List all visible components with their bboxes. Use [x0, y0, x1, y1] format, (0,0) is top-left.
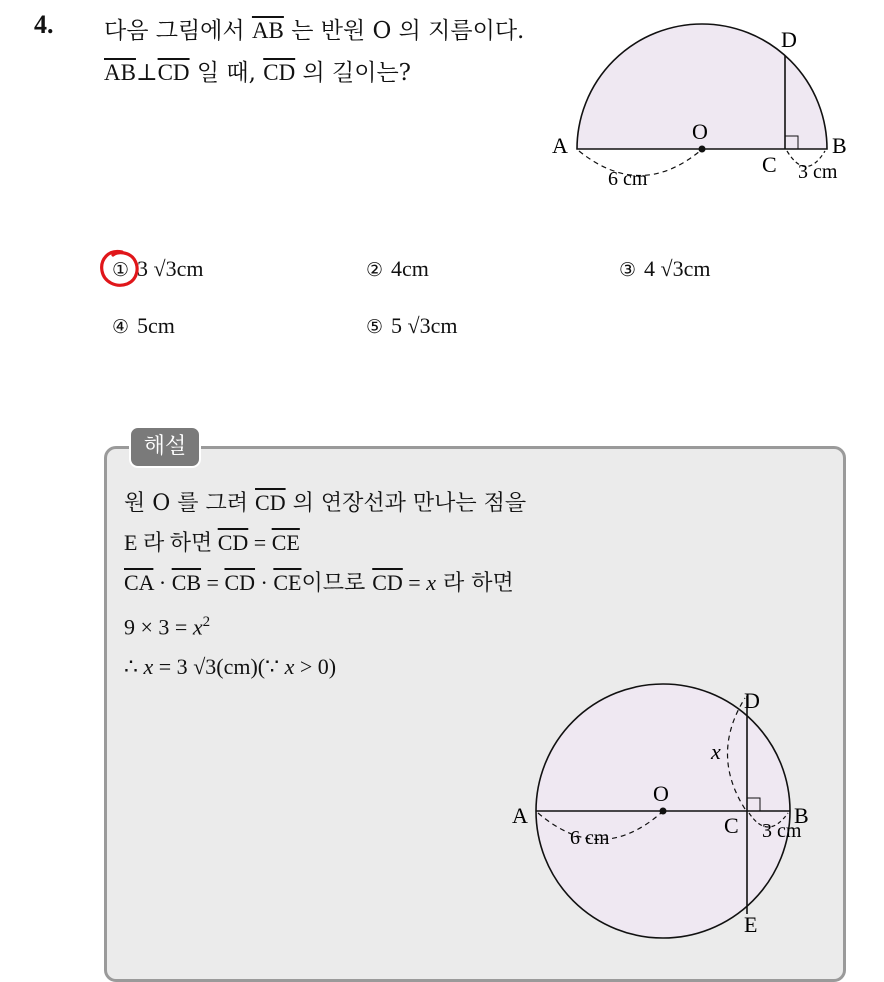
choice-number: ⑤: [366, 316, 384, 338]
choice-4[interactable]: ④ 5cm: [112, 313, 175, 338]
label-a: A: [552, 133, 568, 158]
solution-text: [124, 483, 526, 687]
segment-ab: $\overline{AB}$: [251, 18, 284, 43]
choice-number: ②: [366, 259, 384, 281]
question-text-1: 다음 그림에서: [104, 18, 252, 44]
solution-line-5: ∴ x = 3 √3(cm)(∵ x > 0): [124, 654, 337, 680]
choice-2[interactable]: ② 4cm: [366, 256, 429, 281]
segment-cd: $\overline{CD}$: [157, 60, 190, 85]
circle-figure: [500, 676, 830, 956]
dim-label-ao: 6 cm: [608, 168, 648, 190]
solution-tag: 해설: [129, 426, 201, 468]
question-number: 4.: [34, 10, 54, 39]
segment-ab-2: $\overline{AB}$: [104, 60, 136, 85]
choice-number: ③: [619, 259, 637, 281]
choice-1[interactable]: ① 3 √3cm: [112, 256, 204, 281]
question-text-4: 의 길이는?: [295, 60, 412, 86]
choice-number: ④: [112, 316, 130, 338]
choice-5[interactable]: ⑤ 5 √3cm: [366, 313, 458, 338]
solution-line-2: E 라 하면 $\overline{CD} = \overline{CE}$: [124, 530, 300, 555]
choice-3[interactable]: ③ 4 √3cm: [619, 256, 711, 281]
label-c: C: [762, 152, 777, 177]
label-e: E: [744, 912, 758, 937]
answer-mark-circle: [96, 246, 146, 294]
solution-line-1: 원 O 를 그려 $\overline{CD}$ 의 연장선과 만나는 점을: [124, 490, 527, 516]
solution-line-3: $\overline{CA} \cdot \overline{CB} = \overline{CD} \cdot \overline{CE}$이므로 $\overline{CD} = x$ 라 하면: [124, 570, 514, 596]
label-b: B: [832, 133, 847, 158]
solution-line-4: $9 \times 3 = x^2$: [124, 614, 211, 640]
dim-label-cb: 3 cm: [762, 820, 802, 842]
choice-number: ①: [112, 259, 130, 281]
semicircle-figure: [540, 0, 860, 200]
label-x: x: [711, 739, 721, 764]
label-o: O: [653, 781, 669, 806]
perpendicular-symbol: ⊥: [135, 60, 158, 86]
label-c: C: [724, 813, 739, 838]
dim-label-cb: 3 cm: [798, 161, 838, 183]
question-text-2: 는 반원 O 의 지름이다.: [283, 18, 525, 44]
dim-label-ao: 6 cm: [570, 827, 610, 849]
question-text-3: 일 때,: [189, 60, 264, 86]
label-o: O: [692, 119, 708, 144]
label-d: D: [744, 688, 760, 713]
label-b: B: [794, 803, 809, 828]
segment-cd-2: $\overline{CD}$: [263, 60, 296, 85]
question-text: [104, 10, 534, 94]
label-a: A: [512, 803, 528, 828]
label-d: D: [781, 27, 797, 52]
center-point: [699, 146, 706, 153]
